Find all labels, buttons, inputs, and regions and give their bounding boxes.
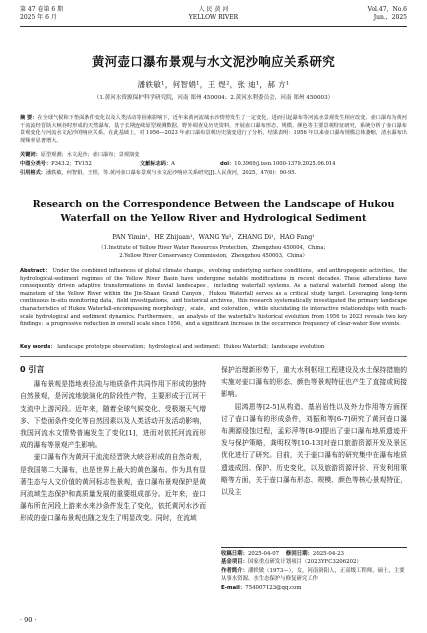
intro-paragraph-1: 瀑布景观是指地表径流与地质条件共同作用下形成的独特自然景观，是河流地貌演化的阶段性产物，主要形成于江河干支流中上游河段。近年来，随着全球气候变化、受极端天气增多、下垫面条件变化等自然因素以及人类活动开发活动影响，我国河流水文情势普遍发生了变化[1]，进而对依托河流而形成的瀑布等景观产生影响。 (20, 380, 206, 450)
header-volume-issue: 第 47 卷第 6 期 (20, 6, 64, 13)
keywords-cn (20, 152, 407, 160)
authors-cn: 潘轶敏¹，何智娟¹，王 煜²，张 迪¹，郝 方¹ (137, 80, 290, 89)
revised-date: 2025-04-23 (312, 551, 344, 557)
abstract-en (20, 268, 407, 329)
header-date: 2025 年 6 月 (20, 14, 57, 21)
author-email (221, 584, 407, 592)
citation-format (20, 170, 407, 178)
intro-paragraph-2: 壶口瀑布作为黄河干流流经晋陕大峡谷形成的自然奇观，是我国第二大瀑布，也是世界上最大的黄色瀑布。作为具有显著生态与人文价值的黄河标志性景观，壶口瀑布景观保护是黄河流域生态保护和高质量发展的重要组成部分。近年来，壶口瀑布所在河段上游来水来沙条件发生了变化，依托黄河水沙而形成的壶口瀑布景观也随之发生了明显改变。同时，在流域 (20, 453, 206, 523)
email-value[interactable]: 754007123@qq.com (245, 584, 302, 591)
paper-title-en (20, 198, 407, 226)
doi-field (220, 161, 336, 169)
abstract-en-text: Under the combined influences of global climate change，evolving underlying surface conditions，and anthropogenic activities，the hydrological-sediment regimes of the Yellow River Basin have undergone notable modifications in recent decades. These alterations have consequently driven adaptive transformations in fluvial landscapes，including waterfall systems. As a natural waterfall formed along the mainstem of the Yellow River within the Jin-Shaan Grand Canyon，Hukou Waterfall serves as a critical study target. Leveraging long-term continuous in-situ monitoring data，field investigations，and historical archives，this research systematically investigated the primary landscape characteristics of Hukou Waterfall-encompassing morphology，scale，and coloration，while elucidating its interactive relationships with reach-scale hydrological and sediment dynamics. Furthermore，an analysis of the waterfall's historical evolution from 1956 to 2023 reveals two key findings：a progressive reduction in overall scale since 1956，and a significant increase in the occurrence frequency of clear-water flow events. (20, 268, 407, 328)
header-center (20, 6, 407, 22)
affiliation-cn: （1.黄河水资源保护科学研究院，河南 郑州 450004；2.黄河水利委员会，河南 郑州 450003） (93, 95, 334, 101)
keywords-en-text: landscape prototype observation；hydrological and sediment；Hukou Waterfall；landscape evolution (57, 344, 325, 350)
intro-paragraph-4: 屈鸿恩等[2-5]从构造、基岩岩性以及外力作用等方面探讨了壶口瀑布的形成条件，刘振和等[6-7]研究了黄河壶口瀑布溯源侵蚀过程，孟彩萍等[8-9]提出了壶口瀑布地质遗迹开发与保护策略，龚明权等[10-13]对壶口旅游资源开发及景区优化进行了研究。目前，关于壶口瀑布的研究集中在瀑布地质遗迹成因、保护、历史变化，以及旅游资源评价、开发利用策略等方面，关于壶口瀑布形态、规模、颜色等核心景观特征，以及主 (221, 402, 407, 497)
abstract-cn (20, 115, 407, 145)
header-volume-en: Vol.47，No.6 (367, 6, 407, 13)
author-bio-label: 作者简介： (221, 567, 248, 574)
header-journal-cn: 人 民 黄 河 (198, 6, 229, 13)
clc-label: 中图分类号： (20, 161, 52, 167)
received-date: 2025-04-07 (247, 551, 280, 557)
citation-text: 潘轶敏，何智娟，王煜，等.黄河壶口瀑布景观与水文泥沙响应关系研究[J].人民黄河，2025，47(6)：90-95. (45, 170, 297, 176)
affiliation-en-line1: （1.Institute of Yellow River Water Resources Protection，Zhengzhou 450004，China； (98, 245, 329, 251)
received-dates (221, 550, 407, 558)
keywords-cn-label: 关键词： (20, 152, 41, 158)
header-journal-en: YELLOW RIVER (188, 14, 239, 21)
doc-code-value: A (171, 161, 175, 167)
paper-title-en-line2: Waterfall on the Yellow River and Hydrological Sediment (60, 213, 367, 224)
paper-title-en-line1: Research on the Correspondence Between the Landscape of Hukou (32, 199, 395, 210)
section-separator (20, 356, 407, 357)
fund-label: 基金项目： (221, 559, 248, 566)
fund-info (221, 558, 407, 566)
authors-en: PAN Yimin¹，HE Zhijuan¹，WANG Yu²，ZHANG Di¹，HAO Fang¹ (112, 234, 315, 241)
doc-code-label: 文献标志码： (140, 161, 172, 167)
header-right (368, 6, 407, 22)
affiliation-en-line2: 2.Yellow River Conservancy Commission，Zhengzhou 450003，China） (119, 253, 308, 259)
keywords-en (20, 344, 407, 352)
keywords-en-label: Key words： (20, 344, 56, 350)
clc-field (20, 161, 92, 169)
body-column-left (20, 364, 206, 525)
section-title-introduction: 0 引言 (20, 365, 45, 374)
abstract-cn-label: 摘 要： (20, 115, 38, 121)
email-label: E-mail： (221, 584, 246, 591)
affiliation-en (20, 244, 407, 260)
page-number: · 90 · (20, 616, 37, 624)
abstract-cn-text: 在全球气候和下垫面条件变化以及人类活动等因素影响下，近年来黄河流域水沙情势发生了一定变化，进而引起瀑布等河流水景观发生相应改变。壶口瀑布为黄河干流流经晋陕大峡谷时形成的天然瀑布，基于长期连续原型观测数据、野外调查及历史资料，开展壶口瀑布形态、规模、颜色等主要景观特征研究，系统分析了壶口瀑布景观变化与河流水文泥沙的响应关系。在此基础上，对 1956—2023 年壶口瀑布景观历史演变进行了分析，结果表明：1956 年以来壶口瀑布规模总体萎缩，清水瀑布出现频率显著增大。 (20, 115, 407, 144)
intro-paragraph-3: 保护治理新形势下，重大水利枢纽工程建设及水土保持措施的实施对壶口瀑布的形态、颜色等景观特征也产生了直接或间接影响。 (221, 366, 407, 399)
header-rule (20, 26, 407, 27)
article-footnote (221, 547, 407, 592)
doi-label: doi： (220, 161, 235, 167)
revised-label: 修回日期： (285, 551, 313, 557)
journal-header (20, 6, 407, 28)
clc-value: P343.2；TV152 (51, 161, 92, 167)
header-date-en: Jun.，2025 (373, 14, 407, 21)
abstract-en-label: Abstract： (20, 268, 51, 274)
fund-text: 国家重点研发计划项目（2023YFC3206202） (247, 559, 362, 566)
author-bio (221, 567, 407, 584)
body-column-right (221, 364, 407, 498)
author-bio-text: 潘轶敏（1973—），女，河南洛阳人，正高级工程师，硕士，主要从事水资源、水生态保护与修复研究工作 (221, 567, 405, 583)
citation-label: 引用格式： (20, 170, 46, 176)
doi-value: 10.3969/j.issn.1000-1379.2025.06.014 (234, 161, 336, 167)
doc-code-field (140, 161, 175, 169)
received-label: 收稿日期： (221, 551, 248, 557)
paper-title-cn: 黄河壶口瀑布景观与水文泥沙响应关系研究 (91, 54, 336, 69)
keywords-cn-text: 原型观测；水文泥沙；壶口瀑布；景观演变 (40, 152, 140, 158)
